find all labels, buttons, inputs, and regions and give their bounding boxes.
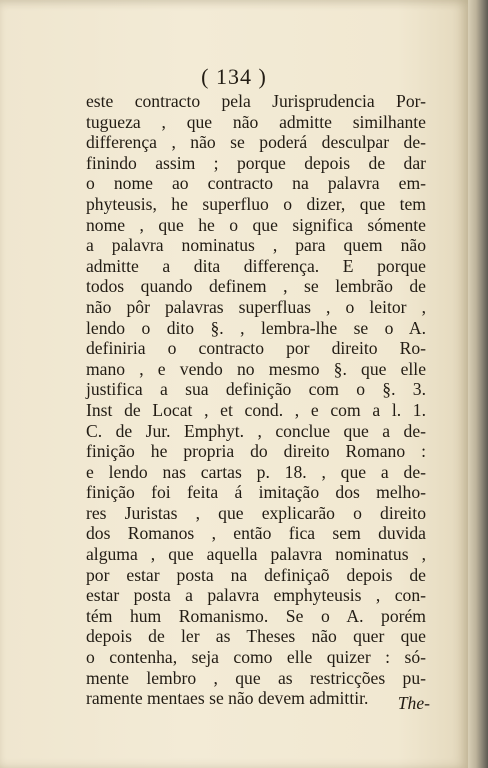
text-line: ramente mentaes se não devem admittir. <box>86 688 369 709</box>
text-line: justifica a sua definição com o §. 3. <box>86 379 426 400</box>
text-line: tém hum Romanismo. Se o A. porém <box>86 605 426 626</box>
text-line: não pôr palavras superfluas , o leitor , <box>86 296 426 317</box>
text-line: differença , não se poderá desculpar de- <box>86 132 426 153</box>
page-edge <box>468 0 488 768</box>
text-line: mano , e vendo no mesmo §. que elle <box>86 358 426 379</box>
catchword: The- <box>397 693 430 713</box>
text-line: admitte a dita differença. E porque <box>86 255 426 276</box>
text-line: alguma , que aquella palavra nominatus , <box>86 544 426 565</box>
text-line: phyteusis, he superfluo o dizer, que tem <box>86 193 426 214</box>
text-line: este contracto pela Jurisprudencia Por- <box>86 91 426 111</box>
text-line: todos quando definem , se lembrão de <box>86 276 426 297</box>
text-line: Inst de Locat , et cond. , e com a l. 1. <box>86 399 426 420</box>
text-line: estar posta a palavra emphyteusis , con- <box>86 585 426 606</box>
text-line: finindo assim ; porque depois de dar <box>86 152 426 173</box>
text-line: dos Romanos , então fica sem duvida <box>86 523 426 544</box>
text-line: o nome ao contracto na palavra em- <box>86 173 426 194</box>
text-line: a palavra nominatus , para quem não <box>86 235 426 256</box>
text-line: tugueza , que não admitte similhante <box>86 111 426 132</box>
text-line: lendo o dito §. , lembra-lhe se o A. <box>86 317 426 338</box>
text-line: res Juristas , que explicarão o direito <box>86 502 426 523</box>
text-line: C. de Jur. Emphyt. , conclue que a de- <box>86 420 426 441</box>
text-line: nome , que he o que significa sómente <box>86 214 426 235</box>
text-line: definiria o contracto por direito Ro- <box>86 338 426 359</box>
text-line: e lendo nas cartas p. 18. , que a de- <box>86 461 426 482</box>
text-line: depois de ler as Theses não quer que <box>86 626 426 647</box>
text-line: finição he propria do direito Romano : <box>86 441 426 462</box>
page-number: ( 134 ) <box>201 64 267 89</box>
text-line: o contenha, seja como elle quizer : só- <box>86 647 426 668</box>
body-text <box>86 91 426 709</box>
text-line: finição foi feita á imitação dos melho- <box>86 482 426 503</box>
text-line: por estar posta na definiçaõ depois de <box>86 564 426 585</box>
text-line: mente lembro , que as restricções pu- <box>86 667 426 688</box>
